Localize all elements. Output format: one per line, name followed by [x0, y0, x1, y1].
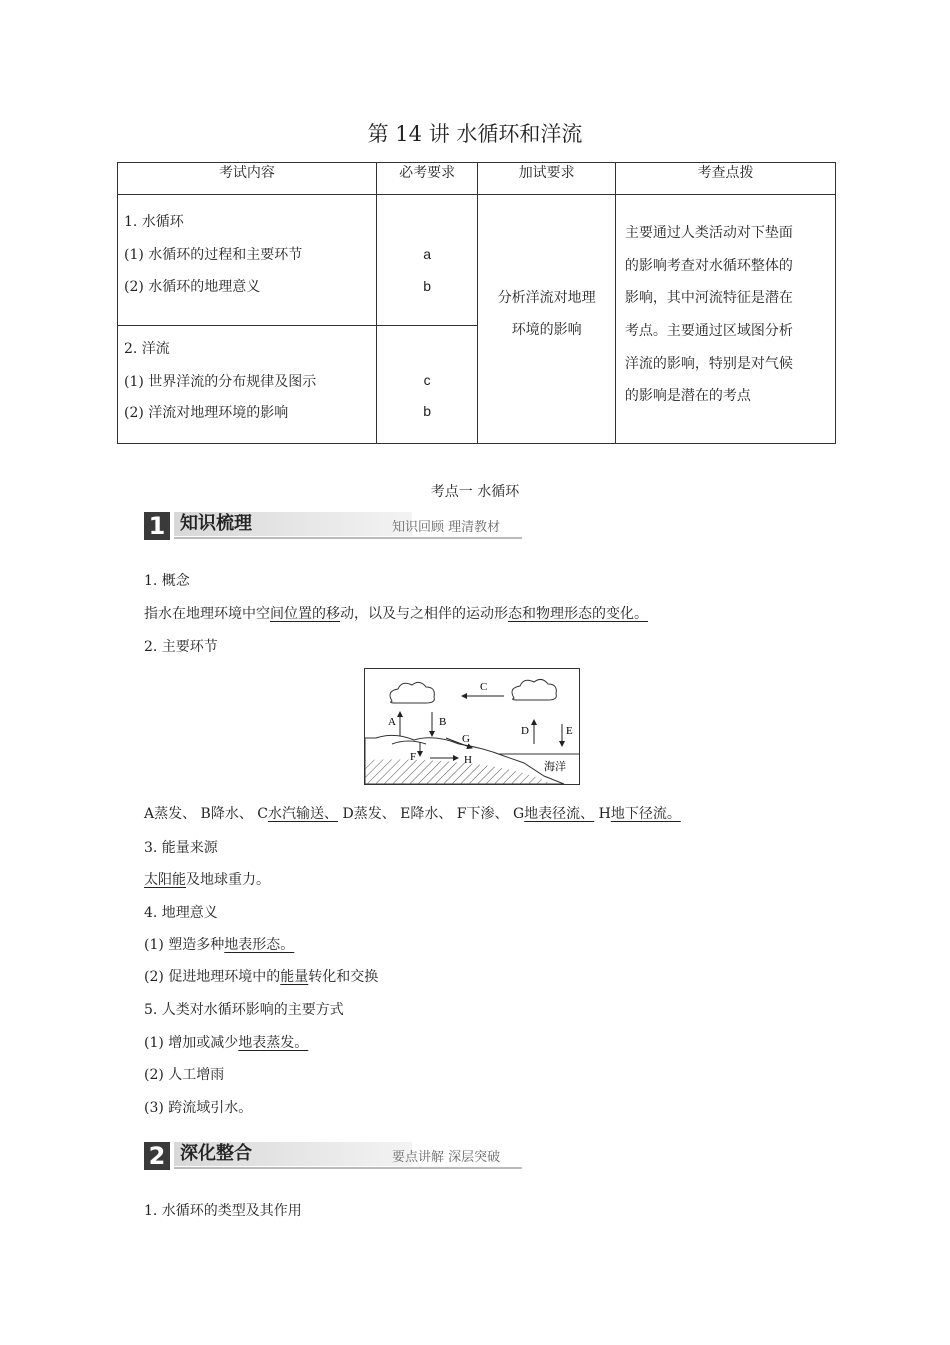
- banner-integration: [144, 1142, 524, 1170]
- label-a: A: [388, 716, 396, 728]
- requirements-table: [117, 162, 836, 444]
- header-extra: 加试要求: [478, 163, 615, 195]
- group2-levels: c b: [376, 326, 478, 444]
- heading-human-impact: 5. 人类对水循环影响的主要方式: [144, 1002, 344, 1018]
- diagram-legend: A蒸发、 B降水、 C水汽输送、 D蒸发、 E降水、 F下渗、 G地表径流、 H地下径流。: [144, 806, 681, 822]
- banner-subtitle: 要点讲解 深层突破: [392, 1150, 501, 1165]
- significance-1: (1) 塑造多种地表形态。: [144, 937, 295, 953]
- banner-rule: [174, 537, 522, 539]
- banner-number: 2: [144, 1142, 170, 1170]
- banner-knowledge: [144, 512, 524, 540]
- label-sea: 海洋: [544, 760, 566, 773]
- banner-number: 1: [144, 512, 170, 540]
- label-g: G: [462, 733, 470, 745]
- group2-content: 2. 洋流 (1) 世界洋流的分布规律及图示 (2) 洋流对地理环境的影响: [118, 326, 377, 444]
- label-b: B: [439, 716, 447, 728]
- label-f: F: [410, 751, 417, 763]
- section-title: 考点一 水循环: [430, 484, 520, 500]
- tips-cell: 主要通过人类活动对下垫面 的影响考查对水循环整体的 影响，其中河流特征是潜在 考点。主要通过区域图分析 洋流的影响，特别是对气候 的影响是潜在的考点: [615, 195, 835, 444]
- significance-2: (2) 促进地理环境中的能量转化和交换: [144, 969, 379, 985]
- header-required: 必考要求: [376, 163, 478, 195]
- extra-requirement: 分析洋流对地理 环境的影响: [478, 195, 615, 444]
- energy-text: 太阳能及地球重力。: [144, 872, 270, 888]
- header-tips: 考查点拨: [615, 163, 835, 195]
- label-d: D: [521, 725, 529, 737]
- page-title: 第 14 讲 水循环和洋流: [367, 122, 583, 146]
- water-cycle-diagram: [364, 668, 581, 786]
- banner-title: 深化整合: [174, 1142, 412, 1166]
- heading-links: 2. 主要环节: [144, 639, 218, 655]
- concept-text: 指水在地理环境中空间位置的移动，以及与之相伴的运动形态和物理形态的变化。: [144, 606, 648, 622]
- label-c: C: [480, 681, 488, 693]
- banner-rule: [174, 1167, 522, 1169]
- heading-concept: 1. 概念: [144, 573, 190, 589]
- impact-2: (2) 人工增雨: [144, 1067, 225, 1083]
- banner-subtitle: 知识回顾 理清教材: [392, 520, 501, 535]
- label-h: H: [464, 754, 472, 766]
- header-content: 考试内容: [118, 163, 377, 195]
- heading-cycle-types: 1. 水循环的类型及其作用: [144, 1203, 302, 1219]
- group1-levels: a b: [376, 195, 478, 326]
- heading-energy: 3. 能量来源: [144, 840, 218, 856]
- group1-content: 1. 水循环 (1) 水循环的过程和主要环节 (2) 水循环的地理意义: [118, 195, 377, 326]
- impact-3: (3) 跨流域引水。: [144, 1100, 253, 1116]
- heading-significance: 4. 地理意义: [144, 905, 218, 921]
- banner-title: 知识梳理: [174, 512, 412, 536]
- impact-1: (1) 增加或减少地表蒸发。: [144, 1035, 309, 1051]
- label-e: E: [566, 725, 573, 737]
